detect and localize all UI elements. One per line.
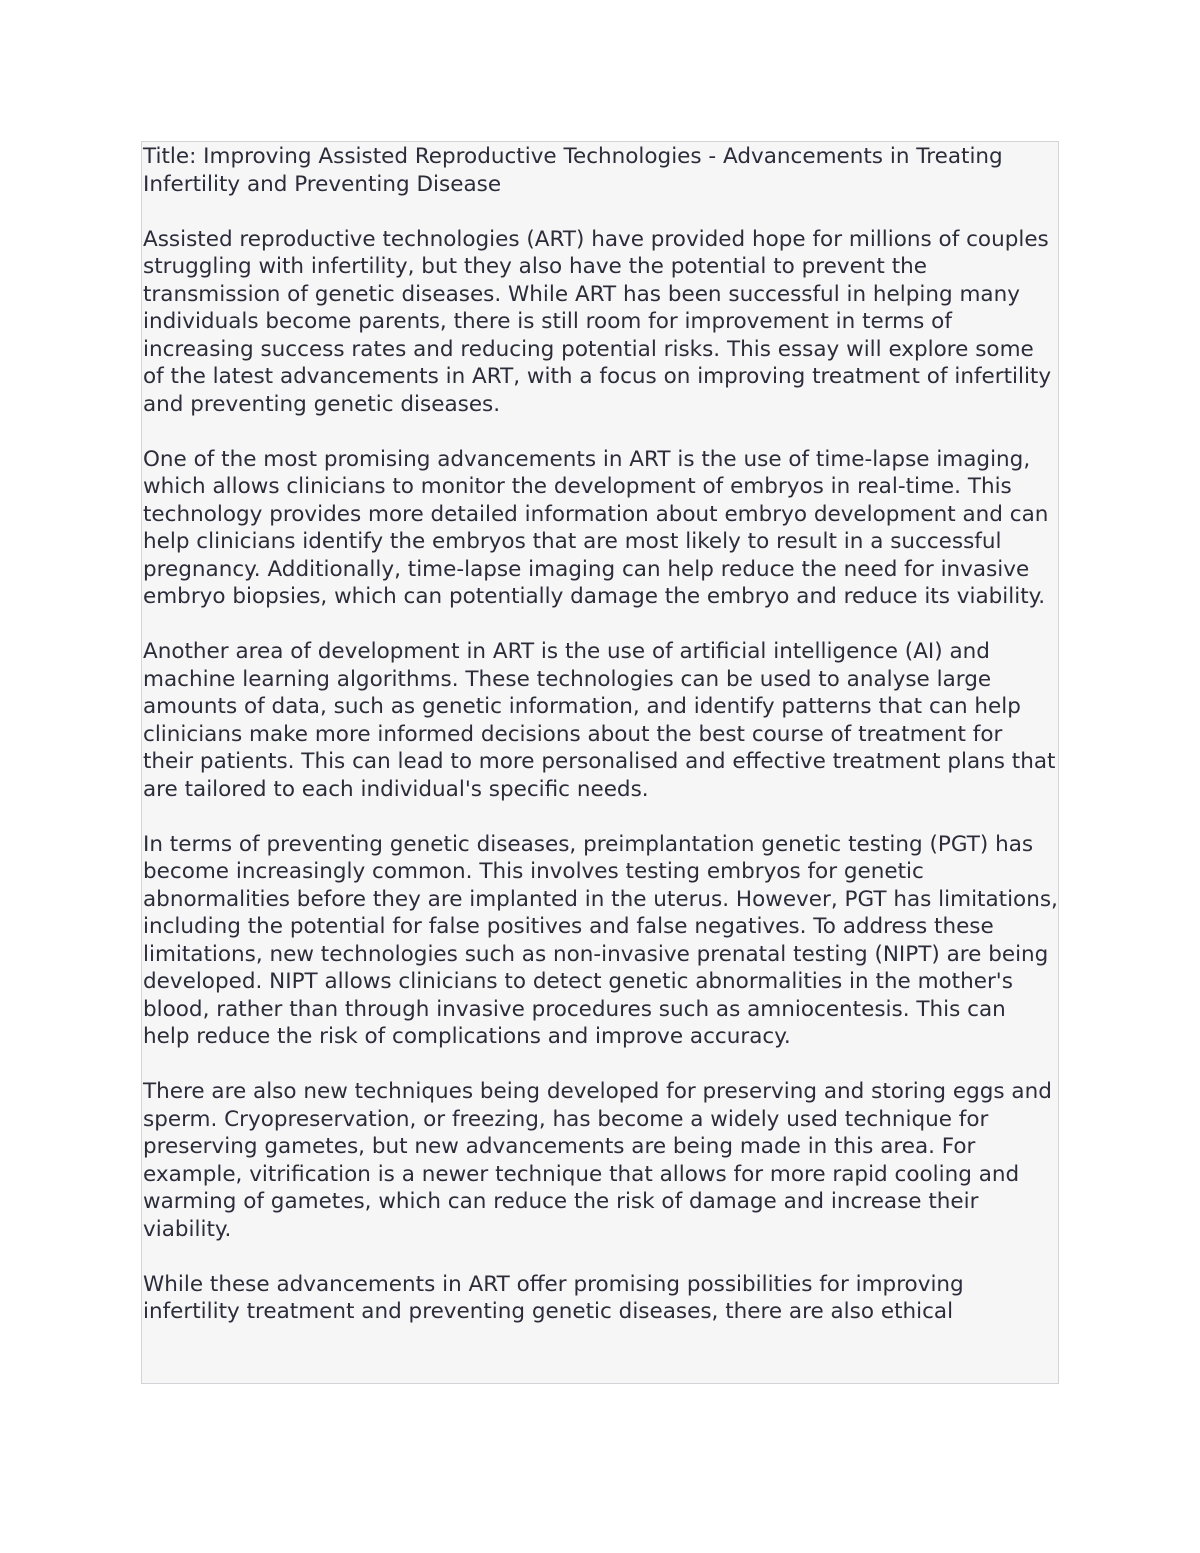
paragraph-ethical-considerations: While these advancements in ART offer promising possibilities for improving infertility treatment and preventing genetic diseases, there are also ethical <box>143 1271 964 1324</box>
paragraph-artificial-intelligence: Another area of development in ART is the use of artificial intelligence (AI) and machine learning algorithms. These technologies can be used to analyse large amounts of data, such as genetic information, and identify patterns that can help clinicians make more informed decisions about the best course of treatment for their patients. This can lead to more personalised and effective treatment plans that are tailored to each individual's specific needs. <box>143 639 1056 802</box>
paragraph-genetic-testing: In terms of preventing genetic diseases, preimplantation genetic testing (PGT) has become increasingly common. This involves testing embryos for genetic abnormalities before they are implanted in the uterus. However, PGT has limitations, including the potential for false positives and false negatives. To address these limitations, new technologies such as non-invasive prenatal testing (NIPT) are being developed. NIPT allows clinicians to detect genetic abnormalities in the mother's blood, rather than through invasive procedures such as amniocentesis. This can help reduce the risk of complications and improve accuracy. <box>143 831 1058 1049</box>
document-text-box <box>141 141 1059 1384</box>
paragraph-cryopreservation: There are also new techniques being developed for preserving and storing eggs and sperm. Cryopreservation, or freezing, has become a widely used technique for preserving gametes, but new advancements are being made in this area. For example, vitrification is a newer technique that allows for more rapid cooling and warming of gametes, which can reduce the risk of damage and increase their viability. <box>143 1079 1052 1242</box>
paragraph-time-lapse-imaging: One of the most promising advancements in ART is the use of time-lapse imaging, which allows clinicians to monitor the development of embryos in real-time. This technology provides more detailed information about embryo development and can help clinicians identify the embryos that are most likely to result in a successful pregnancy. Additionally, time-lapse imaging can help reduce the need for invasive embryo biopsies, which can potentially damage the embryo and reduce its viability. <box>143 446 1049 609</box>
paragraph-introduction: Assisted reproductive technologies (ART) have provided hope for millions of couples struggling with infertility, but they also have the potential to prevent the transmission of genetic diseases. While ART has been successful in helping many individuals become parents, there is still room for improvement in terms of increasing success rates and reducing potential risks. This essay will explore some of the latest advancements in ART, with a focus on improving treatment of infertility and preventing genetic diseases. <box>143 226 1052 417</box>
document-title: Title: Improving Assisted Reproductive Technologies - Advancements in Treating Infertility and Preventing Disease <box>143 144 1003 197</box>
